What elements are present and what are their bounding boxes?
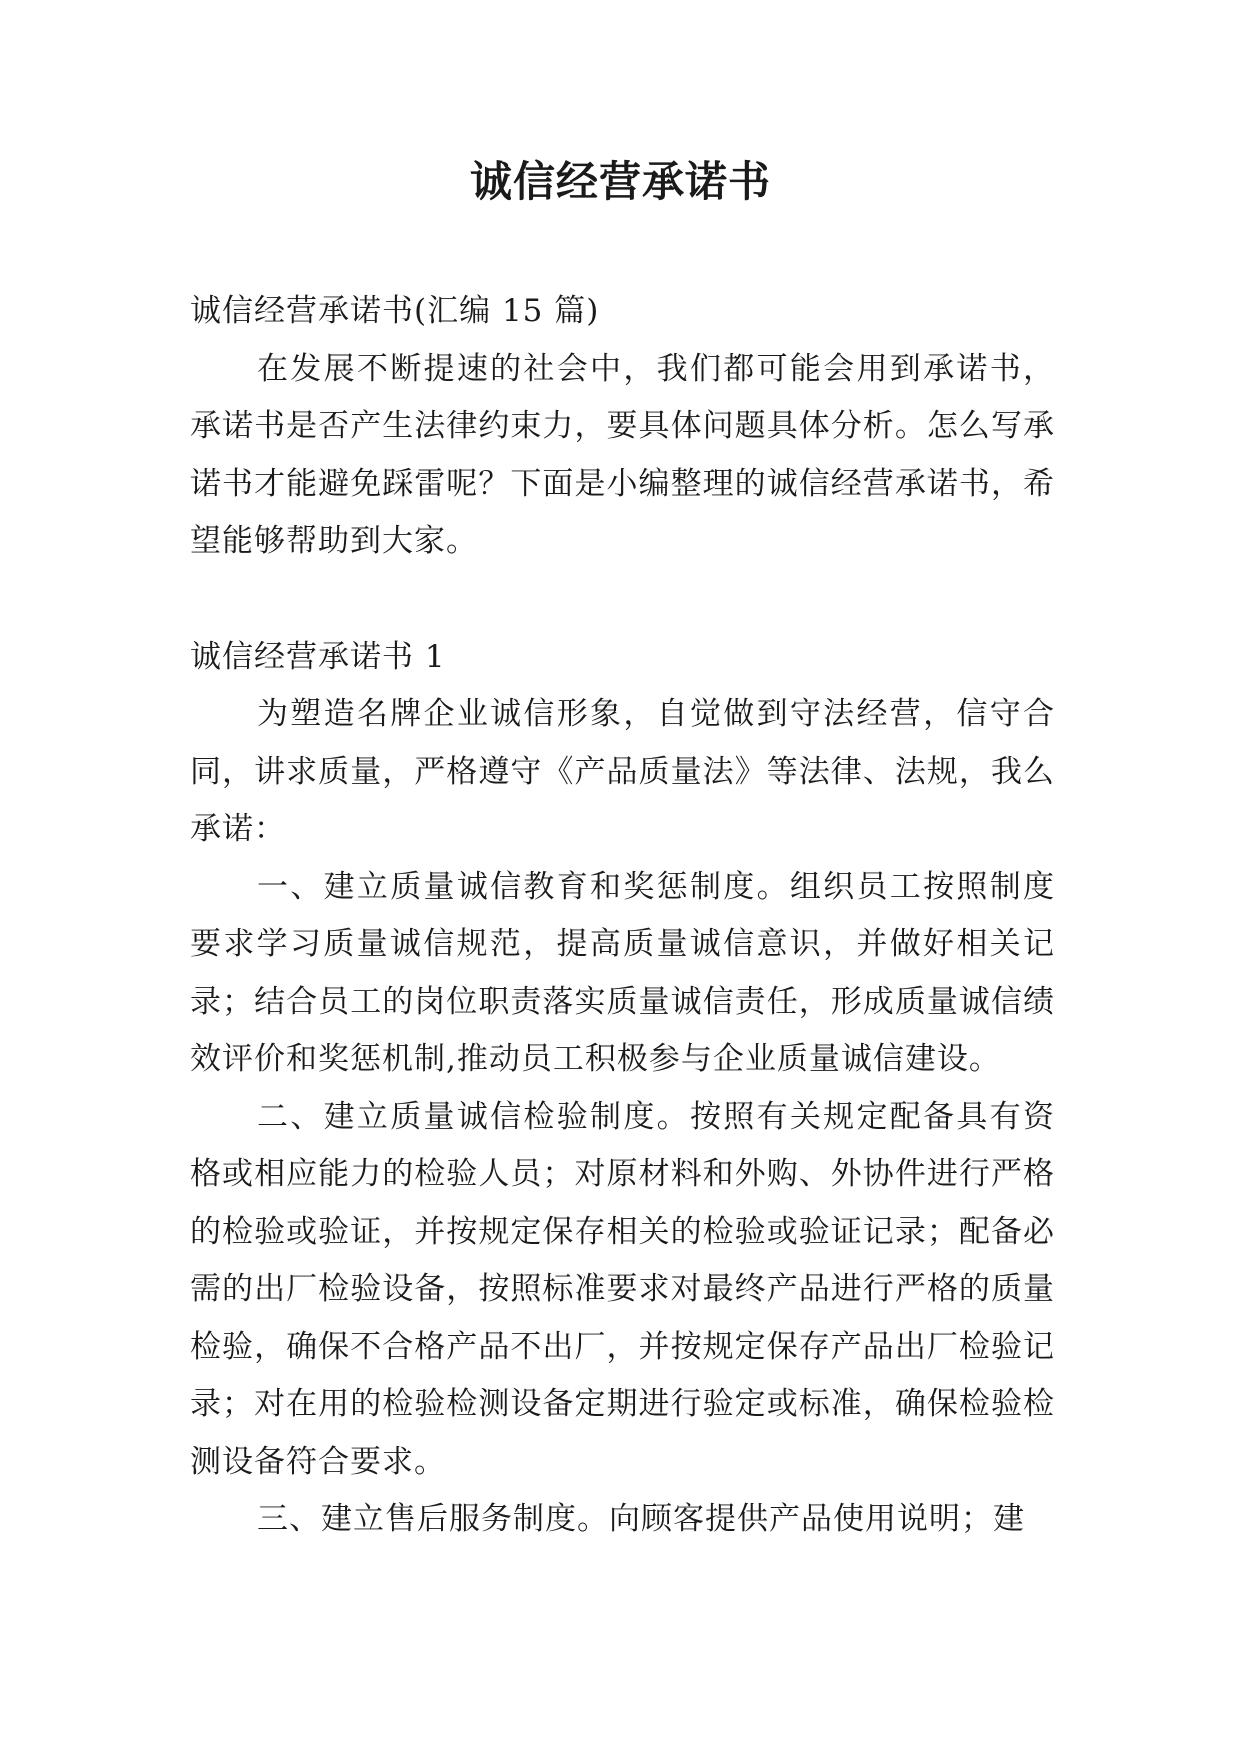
document-body (190, 283, 1055, 1549)
document-subtitle: 诚信经营承诺书(汇编 15 篇) (190, 293, 600, 329)
section-spacer (190, 571, 1055, 629)
section-heading: 诚信经营承诺书 1 (190, 638, 446, 675)
section-paragraph: 为塑造名牌企业诚信形象，自觉做到守法经营，信守合同，讲求质量，严格遵守《产品质量法》等法律、法规，我么承诺： (190, 696, 1055, 847)
section-paragraph: 一、建立质量诚信教育和奖惩制度。组织员工按照制度要求学习质量诚信规范，提高质量诚信意识，并做好相关记录；结合员工的岗位职责落实质量诚信责任，形成质量诚信绩效评价和奖惩机制,推动员工积极参与企业质量诚信建设。 (190, 868, 1055, 1077)
section-paragraph: 二、建立质量诚信检验制度。按照有关规定配备具有资格或相应能力的检验人员；对原材料和外购、外协件进行严格的检验或验证，并按规定保存相关的检验或验证记录；配备必需的出厂检验设备，按照标准要求对最终产品进行严格的质量检验，确保不合格产品不出厂，并按规定保存产品出厂检验记录；对在用的检验检测设备定期进行验定或标准，确保检验检测设备符合要求。 (190, 1098, 1055, 1480)
section-paragraph: 三、建立售后服务制度。向顾客提供产品使用说明；建 (257, 1501, 1025, 1537)
intro-paragraph: 在发展不断提速的社会中，我们都可能会用到承诺书，承诺书是否产生法律约束力，要具体问题具体分析。怎么写承诺书才能避免踩雷呢？下面是小编整理的诚信经营承诺书，希望能够帮助到大家。 (190, 350, 1055, 559)
document-title: 诚信经营承诺书 (469, 157, 771, 206)
